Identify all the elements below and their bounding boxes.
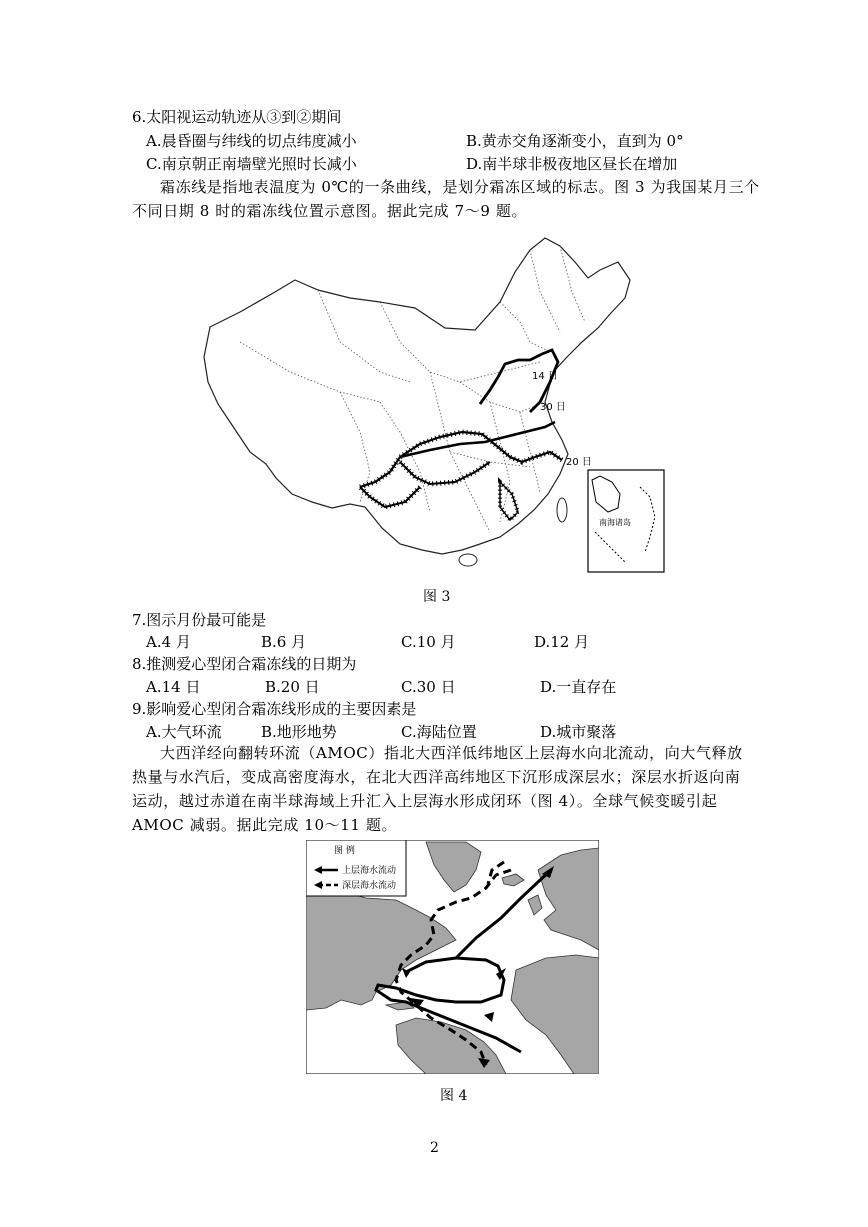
- frost-line-map: [200, 232, 670, 577]
- page-number: 2: [430, 1140, 439, 1156]
- q9-option-b: B.地形地势: [261, 723, 337, 741]
- frost-label-20: 20 日: [566, 457, 592, 468]
- frost-label-30: 30 日: [540, 402, 566, 413]
- q8-option-c: C.30 日: [401, 678, 456, 696]
- legend-upper-label: 上层海水流动: [342, 866, 397, 876]
- q6-option-b: B.黄赤交角逐渐变小，直到为 0°: [466, 132, 684, 150]
- intro-paragraph-line: 大西洋经向翻转环流（AMOC）指北大西洋低纬地区上层海水向北流动，向大气释放: [160, 744, 743, 762]
- legend-deep-label: 深层海水流动: [342, 881, 397, 891]
- q7-option-c: C.10 月: [401, 633, 456, 651]
- intro-paragraph-line: 霜冻线是指地表温度为 0℃的一条曲线，是划分霜冻区域的标志。图 3 为我国某月三个: [160, 178, 760, 196]
- q8-option-b: B.20 日: [265, 678, 320, 696]
- intro-paragraph-line: 热量与水汽后，变成高密度海水，在北大西洋高纬地区下沉形成深层水；深层水折返向南: [132, 768, 741, 786]
- q9-option-d: D.城市聚落: [540, 723, 617, 741]
- inset-label: 南海诸岛: [599, 518, 631, 527]
- q7-option-b: B.6 月: [261, 633, 307, 651]
- q6-option-c: C.南京朝正南墙壁光照时长减小: [146, 155, 357, 173]
- province-borders: [240, 246, 585, 532]
- frost-label-14: 14 日: [532, 371, 558, 382]
- figure-4-caption: 图 4: [440, 1088, 468, 1104]
- q6-option-d: D.南半球非极夜地区昼长在增加: [466, 155, 678, 173]
- figure-3-caption: 图 3: [423, 589, 451, 605]
- intro-paragraph-line: 不同日期 8 时的霜冻线位置示意图。据此完成 7～9 题。: [132, 202, 528, 220]
- intro-paragraph-line: AMOC 减弱。据此完成 10～11 题。: [132, 816, 398, 834]
- frost-line-30: [400, 422, 555, 457]
- q6-option-a: A.晨昏圈与纬线的切点纬度减小: [146, 132, 357, 150]
- q9-option-a: A.大气环流: [146, 723, 222, 741]
- q8-option-d: D.一直存在: [540, 678, 617, 696]
- taiwan-island: [557, 498, 567, 522]
- intro-paragraph-line: 运动，越过赤道在南半球海域上升汇入上层海水形成闭环（图 4）。全球气候变暖引起: [132, 792, 718, 810]
- q8-stem: 8.推测爱心型闭合霜冻线的日期为: [132, 655, 357, 673]
- china-outline: [204, 238, 630, 554]
- amoc-map: [306, 840, 599, 1074]
- q6-stem: 6.太阳视运动轨迹从③到②期间: [132, 108, 342, 126]
- hainan-island: [459, 554, 477, 566]
- legend-title: 图 例: [334, 846, 355, 856]
- q9-option-c: C.海陆位置: [401, 723, 477, 741]
- q8-option-a: A.14 日: [146, 678, 201, 696]
- q9-stem: 9.影响爱心型闭合霜冻线形成的主要因素是: [132, 700, 417, 718]
- q7-option-a: A.4 月: [146, 633, 191, 651]
- q7-stem: 7.图示月份最可能是: [132, 611, 267, 629]
- q7-option-d: D.12 月: [534, 633, 590, 651]
